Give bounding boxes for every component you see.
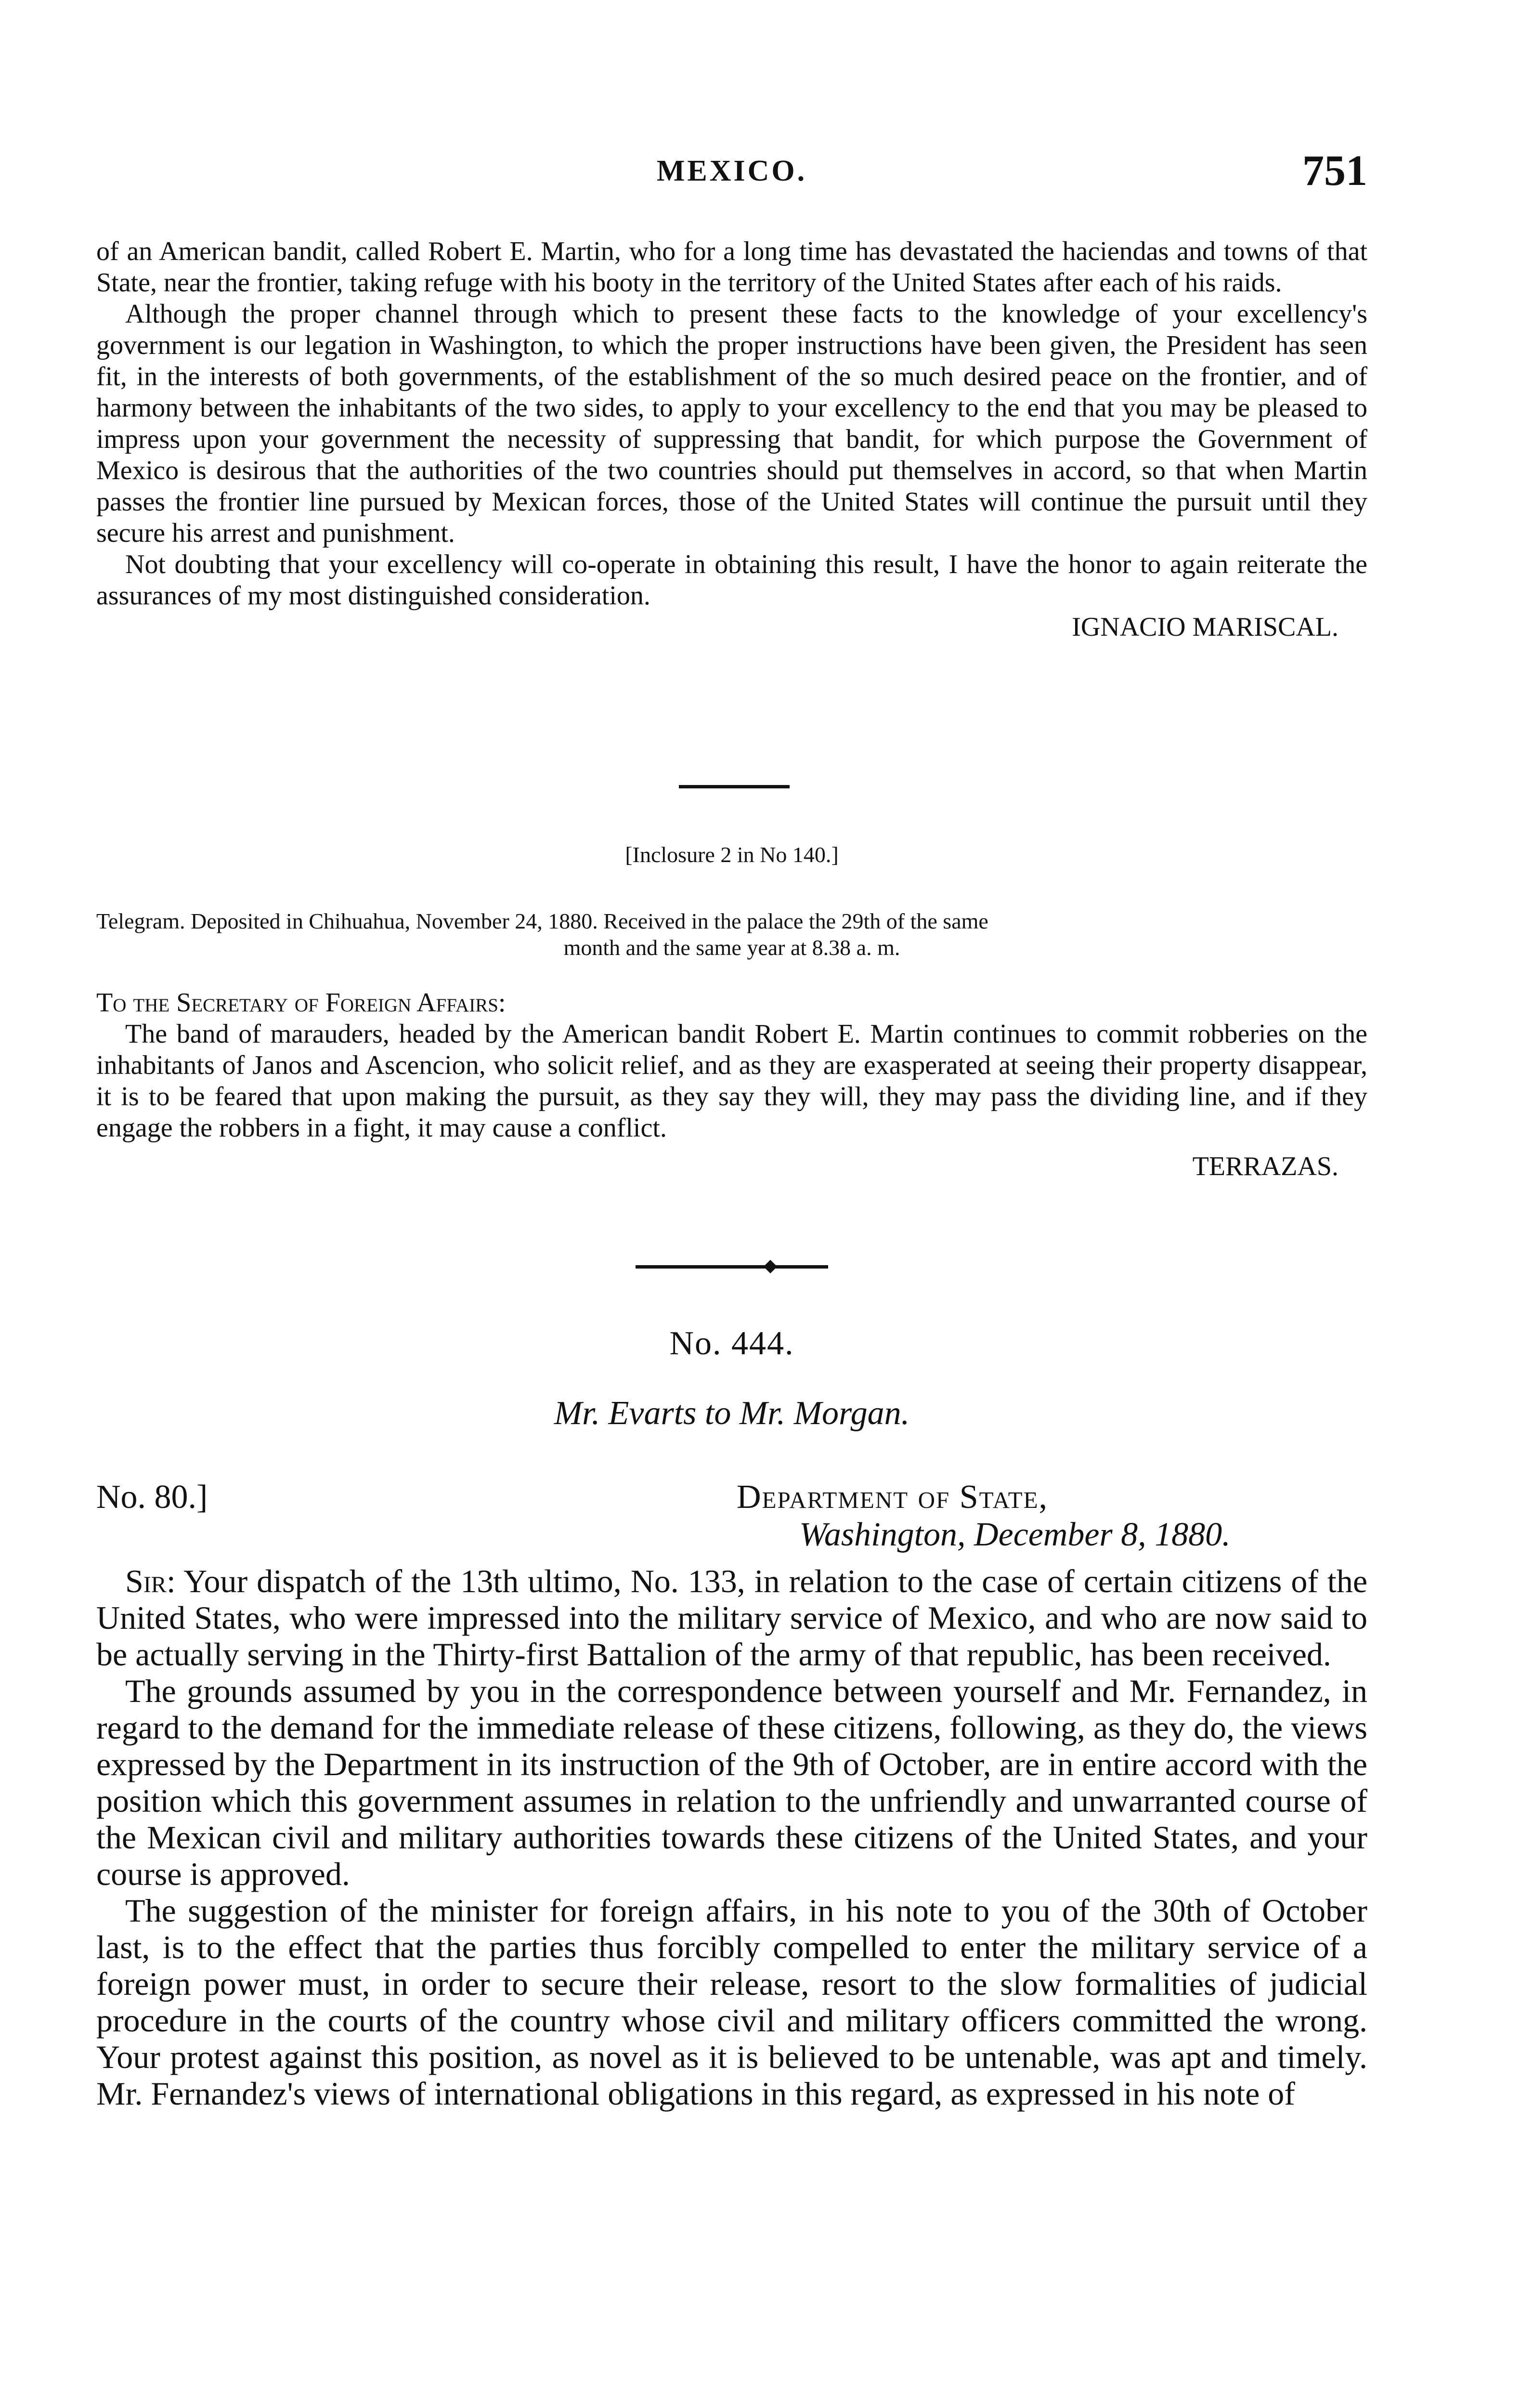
page-number: 751 — [1302, 147, 1367, 195]
section-divider-ornament — [636, 1265, 828, 1269]
dispatch-paragraph-2: The grounds assumed by you in the correspondence between yourself and Mr. Fernandez, in regard to the demand for the immediate release of these citizens, following, as they do, the views expressed by the Department in its instruction of the 9th of October, are in entire accord with the position which this government assumes in relation to the unfriendly and unwarranted course of the Mexican civil and military authorities towards these citizens of the United States, and your course is approved. — [96, 1673, 1367, 1892]
inclosure-label: [Inclosure 2 in No 140.] — [625, 842, 839, 867]
dispatch-paragraph-3: The suggestion of the minister for foreign affairs, in his note to you of the 30th of October last, is to the effect that the parties thus forcibly compelled to enter the military service of a foreign power must, in order to secure their release, resort to the slow formalities of judicial procedure in the courts of the country whose civil and military officers committed the wrong. Your protest against this position, as novel as it is believed to be untenable, was apt and timely. Mr. Fernandez's views of international obligations in this regard, as expressed in his note of — [96, 1892, 1367, 2112]
letter-paragraph-3: Not doubting that your excellency will co-operate in obtaining this result, I have the honor to again reiterate the assurances of my most distinguished consideration. — [96, 550, 1367, 611]
dispatch-body — [96, 1563, 1367, 2112]
telegram-line-1: Telegram. Deposited in Chihuahua, November 24, 1880. Received in the palace the 29th of the same — [96, 909, 988, 933]
salutation: Sir: — [125, 1563, 176, 1599]
section-divider-short — [679, 785, 790, 788]
place-date: Washington, December 8, 1880. — [799, 1516, 1231, 1553]
telegram-signature: TERRAZAS. — [1192, 1152, 1338, 1181]
telegram-line-2: month and the same year at 8.38 a. m. — [563, 935, 900, 960]
department-name: Department of State, — [737, 1479, 1049, 1516]
letter-paragraph-2: Although the proper channel through which to present these facts to the knowledge of your excellency's government is our legation in Washington, to which the proper instructions have been given, the President has seen fit, in the interests of both governments, of the establishment of the so much desired peace on the frontier, and of harmony between the inhabitants of the two sides, to apply to your excellency to the end that you may be pleased to impress upon your government the necessity of suppressing that bandit, for which purpose the Government of Mexico is desirous that the authorities of the two countries should put themselves in accord, so that when Martin passes the frontier line pursued by Mexican forces, those of the United States will continue the pursuit until they secure his arrest and punishment. — [96, 299, 1367, 548]
dispatch-number: No. 80.] — [96, 1479, 208, 1516]
telegram-paragraph: The band of marauders, headed by the American bandit Robert E. Martin continues to commit robberies on the inhabitants of Janos and Ascencion, who solicit relief, and as they are exasperated at seeing their property disappear, it is to be feared that upon making the pursuit, as they say they will, they may pass the dividing line, and if they engage the robbers in a fight, it may cause a conflict. — [96, 1019, 1367, 1143]
dispatch-paragraph-1-text: Your dispatch of the 13th ultimo, No. 133, in relation to the case of certain citizens of the United States, who were impressed into the military service of Mexico, and who are now said to be actually serving in the Thirty-first Battalion of the army of that republic, has been received. — [96, 1563, 1368, 1673]
telegram-salutation: To the Secretary of Foreign Affairs: — [96, 988, 506, 1018]
dispatch-paragraph-1 — [96, 1563, 1367, 1673]
letter-body — [96, 236, 1367, 643]
letter-paragraph-1: of an American bandit, called Robert E. Martin, who for a long time has devastated the haciendas and towns of that State, near the frontier, taking refuge with his booty in the territory of the United States after each of his raids. — [96, 236, 1367, 298]
running-title: MEXICO. — [656, 155, 807, 187]
telegram-header — [96, 908, 1367, 961]
telegram-body — [96, 987, 1367, 1182]
letter-signature: IGNACIO MARISCAL. — [1072, 612, 1338, 642]
document-title: Mr. Evarts to Mr. Morgan. — [554, 1395, 910, 1432]
document-number: No. 444. — [669, 1325, 794, 1362]
ornament-dot — [764, 1260, 777, 1273]
running-head — [96, 144, 1367, 197]
